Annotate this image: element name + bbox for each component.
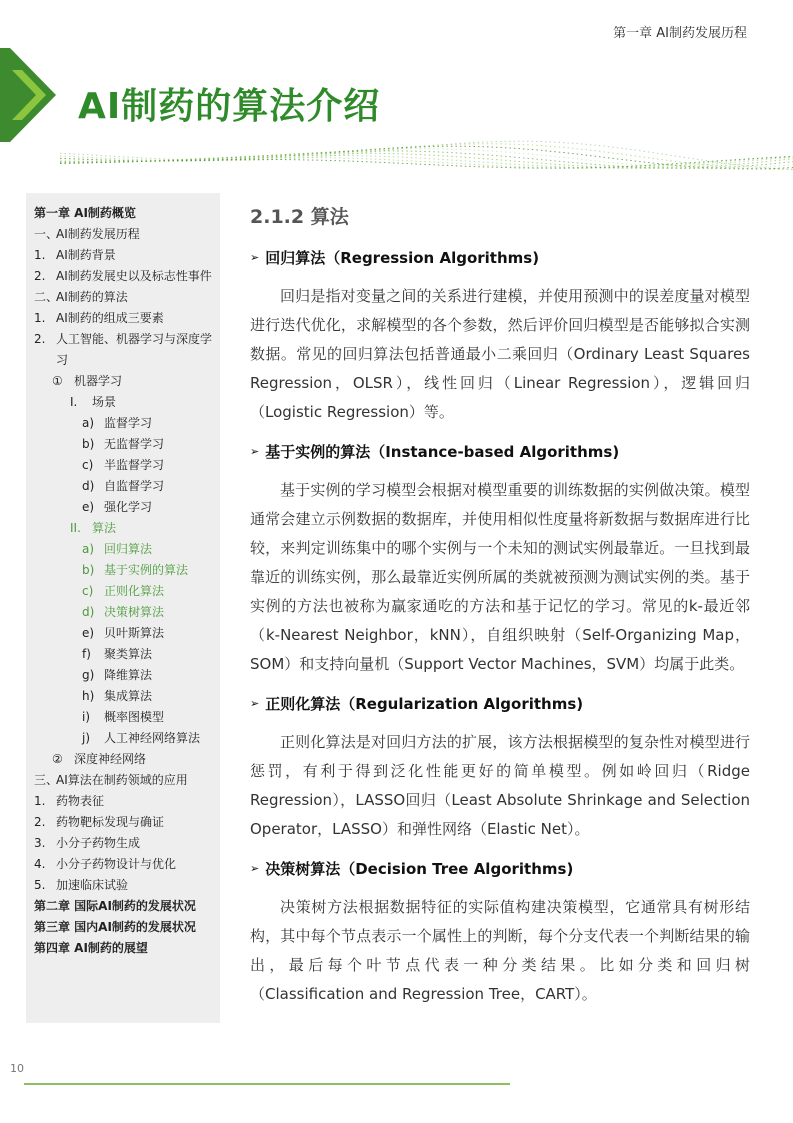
algorithm-heading xyxy=(250,858,750,879)
toc-item[interactable] xyxy=(34,497,214,518)
toc-item-label: AI算法在制药领域的应用 xyxy=(56,773,188,787)
toc-item[interactable] xyxy=(34,644,214,665)
toc-item[interactable] xyxy=(34,371,214,392)
toc-item-number: e) xyxy=(82,500,95,514)
toc-item-label: 小分子药物生成 xyxy=(56,836,141,850)
toc-item-label: 集成算法 xyxy=(104,689,153,703)
toc-item-number: g) xyxy=(82,668,95,682)
toc-item[interactable] xyxy=(34,875,214,896)
toc-item[interactable] xyxy=(34,308,214,329)
toc-item-label: 决策树算法 xyxy=(104,605,165,619)
toc-item[interactable] xyxy=(34,455,214,476)
toc-item[interactable] xyxy=(34,245,214,266)
algorithm-paragraph: 基于实例的学习模型会根据对模型重要的训练数据的实例做决策。模型通常会建立示例数据的数据库，并使用相似性度量将新数据与数据库进行比较，来判定训练集中的哪个实例与一个未知的测试实例最靠近。一旦找到最靠近的训练实例，那么最靠近实例所属的类就被预测为测试实例的类。基于实例的方法也被称为赢家通吃的方法和基于记忆的学习。常见的k-最近邻（k-Nearest Neighbor，kNN），自组织映射（Self-Organizing Map，SOM）和支持向量机（Support Vector Machines，SVM）均属于此类。 xyxy=(250,481,750,673)
toc-item[interactable] xyxy=(34,749,214,770)
toc-item[interactable] xyxy=(34,476,214,497)
toc-item-label: 聚类算法 xyxy=(104,647,153,661)
toc-item[interactable] xyxy=(34,623,214,644)
banner-chevron-logo xyxy=(0,40,62,150)
toc-item[interactable] xyxy=(34,938,214,959)
toc-item-number: i) xyxy=(82,710,91,724)
main-content xyxy=(250,202,750,1023)
toc-item-label: AI制药发展史以及标志性事件 xyxy=(56,269,212,283)
toc-item-number: c) xyxy=(82,584,94,598)
toc-item-number: 1. xyxy=(34,311,46,325)
toc-item[interactable] xyxy=(34,224,214,245)
triangle-bullet-icon: ➢ xyxy=(250,697,260,710)
toc-item-label: AI制药发展历程 xyxy=(56,227,140,241)
toc-item-number: c) xyxy=(82,458,94,472)
toc-item-number: 2. xyxy=(34,269,46,283)
toc-item-label: 加速临床试验 xyxy=(56,878,129,892)
toc-item-number: e) xyxy=(82,626,95,640)
toc-item-label: AI制药背景 xyxy=(56,248,116,262)
toc-item-number: 4. xyxy=(34,857,46,871)
toc-item-label: 基于实例的算法 xyxy=(104,563,189,577)
toc-item[interactable] xyxy=(34,602,214,623)
toc-item-label: 正则化算法 xyxy=(104,584,165,598)
toc-item-label: 降维算法 xyxy=(104,668,153,682)
algorithm-section xyxy=(250,247,750,427)
toc-item[interactable] xyxy=(34,287,214,308)
algorithm-paragraph: 回归是指对变量之间的关系进行建模，并使用预测中的误差度量对模型进行迭代优化，求解模型的各个参数，然后评价回归模型是否能够拟合实测数据。常见的回归算法包括普通最小二乘回归（Ordinary Least Squares Regression，OLSR），线性回归（Linear Regression），逻辑回归（Logistic Regression）等。 xyxy=(250,287,750,421)
toc-item-number: II. xyxy=(70,521,81,535)
toc-item-number: 1. xyxy=(34,248,46,262)
toc-item[interactable] xyxy=(34,518,214,539)
toc-item-label: AI制药的算法 xyxy=(56,290,128,304)
toc-item-number: ① xyxy=(52,374,63,388)
algorithm-paragraph: 正则化算法是对回归方法的扩展，该方法根据模型的复杂性对模型进行惩罚，有利于得到泛化性能更好的简单模型。例如岭回归（Ridge Regression），LASSO回归（Least Absolute Shrinkage and Selection Operator，LASSO）和弹性网络（Elastic Net）。 xyxy=(250,733,750,838)
page-number: 10 xyxy=(10,1062,24,1075)
toc-item[interactable] xyxy=(34,728,214,749)
algorithm-section xyxy=(250,858,750,1009)
toc-item-label: 第四章 AI制药的展望 xyxy=(34,941,148,955)
toc-item-number: a) xyxy=(82,542,95,556)
toc-item[interactable] xyxy=(34,854,214,875)
toc-item-number: h) xyxy=(82,689,95,703)
toc-item[interactable] xyxy=(34,665,214,686)
toc-item[interactable] xyxy=(34,896,214,917)
toc-item-label: 人工智能、机器学习与深度学习 xyxy=(56,332,213,367)
toc-item-number: d) xyxy=(82,605,95,619)
toc-item[interactable] xyxy=(34,917,214,938)
toc-item[interactable] xyxy=(34,686,214,707)
toc-item[interactable] xyxy=(34,434,214,455)
toc-item-label: 无监督学习 xyxy=(104,437,165,451)
toc-item-label: 算法 xyxy=(92,521,117,535)
page-title: AI制药的算法介绍 xyxy=(78,86,381,127)
toc-item-number: a) xyxy=(82,416,95,430)
toc-item-number: 5. xyxy=(34,878,46,892)
toc-item-label: 场景 xyxy=(92,395,117,409)
toc-item-number: 2. xyxy=(34,332,46,346)
algorithm-heading-text: 回归算法（Regression Algorithms) xyxy=(265,249,540,267)
toc-item-label: 第二章 国际AI制药的发展状况 xyxy=(34,899,196,913)
algorithm-heading-text: 决策树算法（Decision Tree Algorithms) xyxy=(265,860,574,878)
toc-item[interactable] xyxy=(34,560,214,581)
toc-item-number: 一、 xyxy=(34,227,59,241)
toc-item-number: ② xyxy=(52,752,63,766)
toc-item-label: 半监督学习 xyxy=(104,458,165,472)
toc-item-label: 第三章 国内AI制药的发展状况 xyxy=(34,920,196,934)
toc-item-number: b) xyxy=(82,563,95,577)
toc-item[interactable] xyxy=(34,833,214,854)
toc-item-number: d) xyxy=(82,479,95,493)
toc-item-label: 药物靶标发现与确证 xyxy=(56,815,165,829)
toc-item-number: 1. xyxy=(34,794,46,808)
toc-item-label: 药物表征 xyxy=(56,794,105,808)
triangle-bullet-icon: ➢ xyxy=(250,445,260,458)
toc-item[interactable] xyxy=(34,770,214,791)
algorithm-heading-text: 基于实例的算法（Instance-based Algorithms) xyxy=(265,443,620,461)
algorithm-heading-text: 正则化算法（Regularization Algorithms) xyxy=(265,695,584,713)
algorithm-section xyxy=(250,693,750,844)
toc-item-label: 监督学习 xyxy=(104,416,153,430)
algorithm-heading xyxy=(250,693,750,714)
algorithm-heading xyxy=(250,441,750,462)
decorative-wave xyxy=(60,128,793,188)
toc-item-label: 回归算法 xyxy=(104,542,153,556)
toc-item[interactable] xyxy=(34,392,214,413)
toc-item-number: 2. xyxy=(34,815,46,829)
toc-item-label: AI制药的组成三要素 xyxy=(56,311,164,325)
triangle-bullet-icon: ➢ xyxy=(250,862,260,875)
toc-item[interactable] xyxy=(34,329,214,371)
toc-item-number: 3. xyxy=(34,836,46,850)
toc-item[interactable] xyxy=(34,791,214,812)
toc-item[interactable] xyxy=(34,203,214,224)
toc-item[interactable] xyxy=(34,539,214,560)
section-heading: 2.1.2 算法 xyxy=(250,206,349,228)
toc-item-label: 小分子药物设计与优化 xyxy=(56,857,177,871)
toc-item-label: 贝叶斯算法 xyxy=(104,626,165,640)
running-head: 第一章 AI制药发展历程 xyxy=(613,26,747,41)
toc-item[interactable] xyxy=(34,812,214,833)
toc-item-label: 第一章 AI制药概览 xyxy=(34,206,136,220)
toc-item-label: 深度神经网络 xyxy=(74,752,147,766)
footer-divider xyxy=(24,1083,510,1085)
algorithm-heading xyxy=(250,247,750,268)
table-of-contents xyxy=(26,193,220,1023)
toc-item-label: 概率图模型 xyxy=(104,710,165,724)
toc-item-number: f) xyxy=(82,647,91,661)
triangle-bullet-icon: ➢ xyxy=(250,251,260,264)
toc-item-number: 三、 xyxy=(34,773,59,787)
toc-item-number: j) xyxy=(82,731,91,745)
toc-item-number: 二、 xyxy=(34,290,59,304)
algorithm-section xyxy=(250,441,750,679)
toc-item-label: 机器学习 xyxy=(74,374,123,388)
toc-item-number: b) xyxy=(82,437,95,451)
toc-item[interactable] xyxy=(34,413,214,434)
toc-item[interactable] xyxy=(34,581,214,602)
toc-item-label: 人工神经网络算法 xyxy=(104,731,201,745)
toc-item[interactable] xyxy=(34,266,214,287)
algorithm-paragraph: 决策树方法根据数据特征的实际值构建决策模型，它通常具有树形结构，其中每个节点表示一个属性上的判断，每个分支代表一个判断结果的输出，最后每个叶节点代表一种分类结果。比如分类和回归树（Classification and Regression Tree，CART）。 xyxy=(250,898,750,1003)
toc-item-label: 强化学习 xyxy=(104,500,153,514)
toc-item[interactable] xyxy=(34,707,214,728)
toc-item-number: I. xyxy=(70,395,78,409)
toc-item-label: 自监督学习 xyxy=(104,479,165,493)
